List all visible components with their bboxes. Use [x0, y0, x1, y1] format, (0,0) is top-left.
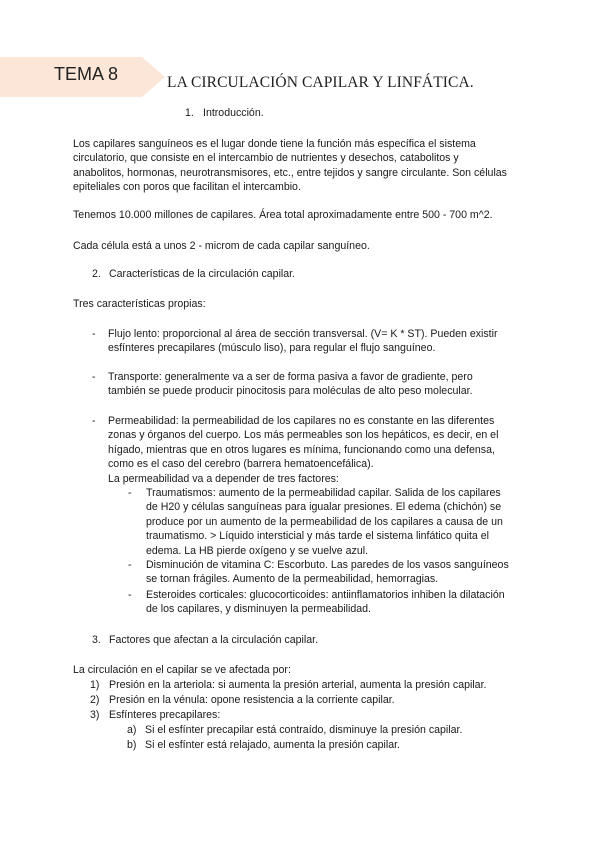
vitamina-c-line-1: Disminución de vitamina C: Escorbuto. Las paredes de los vasos sanguíneos: [146, 559, 509, 571]
section-2-title: Características de la circulación capilar.: [109, 268, 296, 280]
factor-3b-number: b): [127, 739, 137, 751]
traumatismos-line-5: edema. La HB pierde oxígeno y se vuelve azul.: [146, 544, 369, 557]
factor-3a-text: Si el esfínter precapilar está contraído, disminuye la presión capilar.: [145, 724, 463, 736]
page-title: LA CIRCULACIÓN CAPILAR Y LINFÁTICA.: [167, 74, 474, 91]
sub-bullet-dash: -: [128, 487, 132, 499]
section-3-title: Factores que afectan a la circulación capilar.: [109, 634, 319, 646]
section-3-number: 3.: [92, 634, 101, 646]
factor-3a-number: a): [127, 724, 137, 736]
tema-label: TEMA 8: [54, 64, 119, 84]
intro-p1-line-4: epiteliales con poros que facilitan el intercambio.: [73, 181, 301, 194]
traumatismos-line-2: de H20 y células sanguíneas para igualar presiones. El edema (chichón) se: [146, 501, 502, 514]
esteroides-line-2: de los capilares, y disminuyen la permeabilidad.: [146, 603, 371, 616]
permeabilidad-line-5: La permeabilidad va a depender de tres factores:: [108, 472, 339, 485]
factor-3-text: Esfínteres precapilares:: [109, 709, 221, 721]
bullet-dash: -: [92, 415, 96, 427]
bullet-dash: -: [92, 328, 96, 340]
bullet-dash: -: [92, 371, 96, 383]
intro-p2: Tenemos 10.000 millones de capilares. Área total aproximadamente entre 500 - 700 m^2.: [73, 209, 493, 221]
factor-3b-text: Si el esfínter está relajado, aumenta la presión capilar.: [145, 739, 400, 751]
intro-p1-line-1: Los capilares sanguíneos es el lugar donde tiene la función más específica el sistema: [73, 138, 476, 150]
intro-p1-line-2: circulatorio, que consiste en el intercambio de nutrientes y desechos, catabolitos y: [73, 152, 459, 165]
factor-3-number: 3): [90, 709, 100, 721]
factor-1-text: Presión en la arteriola: si aumenta la presión arterial, aumenta la presión capilar.: [109, 679, 487, 691]
flujo-line-2: esfínteres precapilares (músculo liso), para regular el flujo sanguíneo.: [108, 342, 436, 355]
traumatismos-line-3: produce por un aumento de la permeabilidad de los capilares a causa de un: [146, 515, 503, 528]
traumatismos-line-4: traumatismo. > Líquido intersticial y más tarde el sistema linfático quita el: [146, 530, 489, 543]
traumatismos-line-1: Traumatismos: aumento de la permeabilidad capilar. Salida de los capilares: [146, 487, 501, 499]
characteristics-lead: Tres características propias:: [73, 298, 206, 310]
section-1-title: Introducción.: [203, 107, 264, 119]
intro-p3: Cada célula está a unos 2 - microm de cada capilar sanguíneo.: [73, 240, 370, 252]
sub-bullet-dash: -: [128, 559, 132, 571]
factor-2-text: Presión en la vénula: opone resistencia a la corriente capilar.: [109, 694, 395, 706]
transporte-line-2: también se puede producir pinocitosis para moléculas de alto peso molecular.: [108, 385, 473, 398]
vitamina-c-line-2: se tornan frágiles. Aumento de la permeabilidad, hemorragias.: [146, 573, 439, 586]
esteroides-line-1: Esteroides corticales: glucocorticoides: antiinflamatorios inhiben la dilatación: [146, 589, 505, 601]
intro-p1-line-3: anabolitos, hormonas, neurotransmisores, etc., entre tejidos y sangre circulante. Son células: [73, 166, 507, 179]
factor-1-number: 1): [90, 679, 100, 691]
permeabilidad-line-2: zonas y órganos del cuerpo. Los más permeables son los hepáticos, es decir, en el: [108, 429, 499, 442]
section-1-number: 1.: [185, 107, 194, 119]
permeabilidad-line-3: hígado, mientras que en otros lugares es mínima, funcionando como una defensa,: [108, 443, 495, 456]
section-2-number: 2.: [92, 268, 101, 280]
permeabilidad-line-1: Permeabilidad: la permeabilidad de los capilares no es constante en las diferentes: [108, 415, 495, 427]
flujo-line-1: Flujo lento: proporcional al área de sección transversal. (V= K * ST). Pueden existir: [108, 328, 498, 340]
sub-bullet-dash: -: [128, 589, 132, 601]
factor-2-number: 2): [90, 694, 100, 706]
factors-lead: La circulación en el capilar se ve afectada por:: [73, 664, 291, 676]
transporte-line-1: Transporte: generalmente va a ser de forma pasiva a favor de gradiente, pero: [108, 371, 473, 383]
permeabilidad-line-4: como es el caso del cerebro (barrera hematoencefálica).: [108, 458, 374, 471]
